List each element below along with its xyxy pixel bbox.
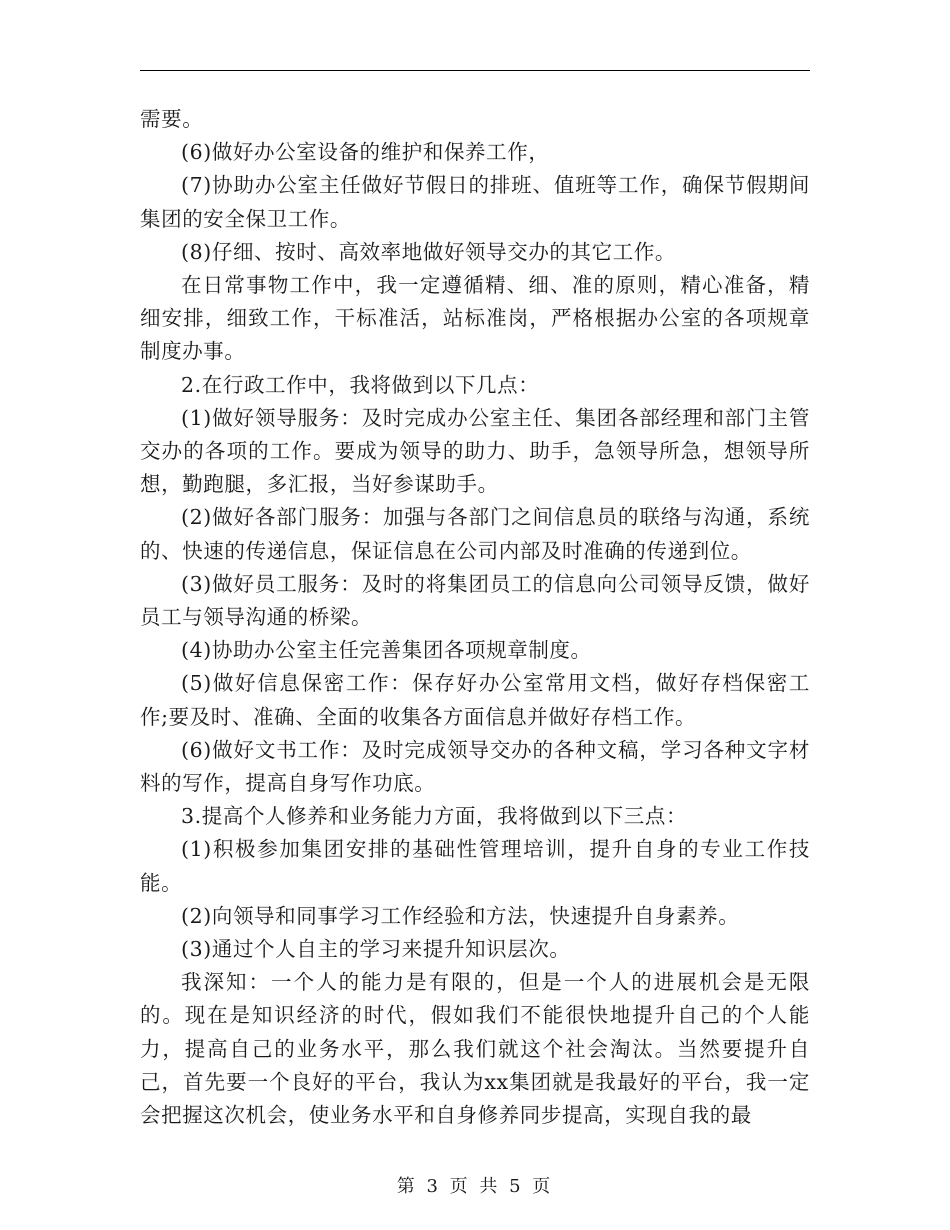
paragraph-10: (4)协助办公室主任完善集团各项规章制度。 <box>181 638 592 663</box>
paragraph-14: (1)积极参加集团安排的基础性管理培训，提升自身的专业工作技能。 <box>140 837 810 895</box>
paragraph-7: (1)做好领导服务：及时完成办公室主任、集团各部经理和部门主管交办的各项的工作。要成为领导的助力、助手，急领导所急，想领导所想，勤跑腿，多汇报，当好参谋助手。 <box>140 405 810 497</box>
paragraph-13: 3.提高个人修养和业务能力方面，我将做到以下三点： <box>181 804 688 829</box>
paragraph-11: (5)做好信息保密工作：保存好办公室常用文档，做好存档保密工作;要及时、准确、全面的收集各方面信息并做好存档工作。 <box>140 671 810 729</box>
document-body <box>140 103 810 1132</box>
paragraph-3: (7)协助办公室主任做好节假日的排班、值班等工作，确保节假期间集团的安全保卫工作。 <box>140 173 810 231</box>
header-rule <box>140 70 810 71</box>
paragraph-17: 我深知：一个人的能力是有限的，但是一个人的进展机会是无限的。现在是知识经济的时代，假如我们不能很快地提升自己的个人能力，提高自己的业务水平，那么我们就这个社会淘汰。当然要提升自己，首先要一个良好的平台，我认为xx集团就是我最好的平台，我一定会把握这次机会，使业务水平和自身修养同步提高，实现自我的最 <box>140 970 810 1128</box>
paragraph-2: (6)做好办公室设备的维护和保养工作， <box>181 140 550 165</box>
paragraph-1: 需要。 <box>140 107 204 131</box>
paragraph-12: (6)做好文书工作：及时完成领导交办的各种文稿，学习各种文字材料的写作，提高自身写作功底。 <box>140 737 810 796</box>
paragraph-9: (3)做好员工服务：及时的将集团员工的信息向公司领导反馈，做好员工与领导沟通的桥梁。 <box>140 571 810 630</box>
paragraph-5: 在日常事物工作中，我一定遵循精、细、准的原则，精心准备，精细安排，细致工作，干标准活，站标准岗，严格根据办公室的各项规章制度办事。 <box>140 273 810 364</box>
paragraph-16: (3)通过个人自主的学习来提升知识层次。 <box>181 937 571 962</box>
paragraph-6: 2.在行政工作中，我将做到以下几点： <box>181 372 540 397</box>
paragraph-8: (2)做好各部门服务：加强与各部门之间信息员的联络与沟通，系统的、快速的传递信息，保证信息在公司内部及时准确的传递到位。 <box>140 505 810 563</box>
page-footer: 第 3 页 共 5 页 <box>396 1176 554 1197</box>
paragraph-15: (2)向领导和同事学习工作经验和方法，快速提升自身素养。 <box>181 903 740 928</box>
paragraph-4: (8)仔细、按时、高效率地做好领导交办的其它工作。 <box>181 239 677 264</box>
